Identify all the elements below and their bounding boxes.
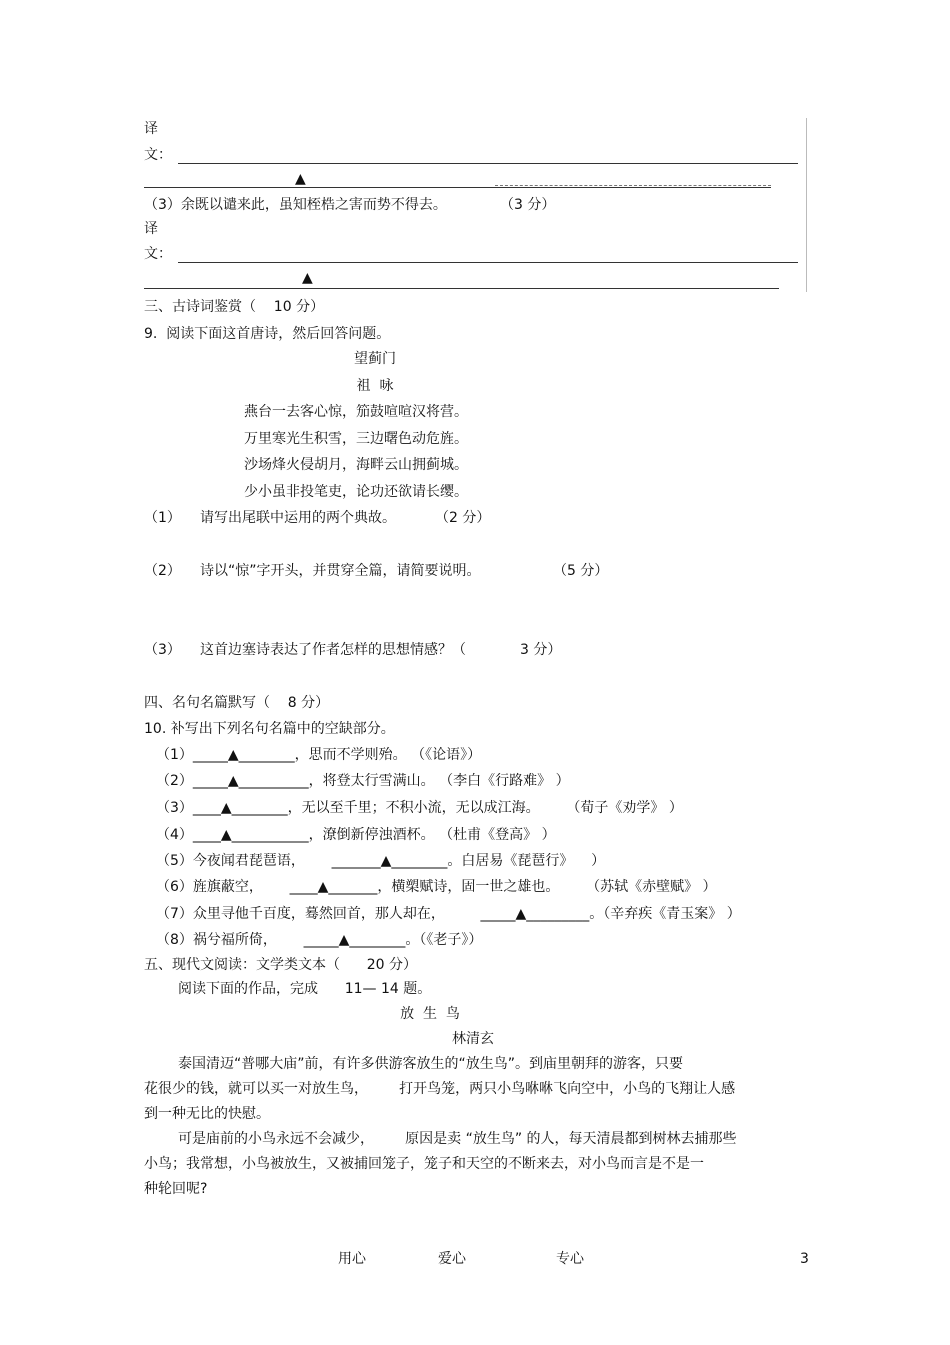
wen-label-2: 文： <box>144 246 172 262</box>
answer-line-4 <box>144 288 779 289</box>
right-border-line <box>806 118 807 292</box>
sub-question-2-score: （5 分） <box>553 563 609 579</box>
question-9-prompt: 9. 阅读下面这首唐诗，然后回答问题。 <box>144 326 391 342</box>
paragraph-line-1: 泰国清迈“普哪大庙”前，有许多供游客放生的“放生鸟”。到庙里朝拜的游客，只要 <box>178 1056 684 1072</box>
triangle-marker-2: ▲ <box>302 270 313 286</box>
sub-question-3-text: 这首边塞诗表达了作者怎样的思想情感？（ <box>200 642 466 658</box>
paragraph-line-4: 可是庙前的小鸟永远不会减少， 原因是卖 “放生鸟” 的人，每天清晨都到树林去捕那些 <box>178 1131 737 1147</box>
answer-line-2b <box>495 185 771 186</box>
section-5-heading: 五、现代文阅读：文学类文本（ 20 分） <box>144 957 417 973</box>
section-4-heading: 四、名句名篇默写（ 8 分） <box>144 695 330 711</box>
poem-author: 祖 咏 <box>356 378 394 394</box>
poem-line-3: 沙场烽火侵胡月，海畔云山拥蓟城。 <box>244 457 468 473</box>
yi-label-2: 译 <box>144 221 158 237</box>
question-3-text: （3）余既以谴来此，虽知桎梏之害而势不得去。 <box>144 197 447 213</box>
poem-line-2: 万里寒光生积雪，三边曙色动危旌。 <box>244 431 468 447</box>
sub-question-3-score: 3 分） <box>520 642 562 658</box>
sub-question-1-num: （1） <box>144 510 181 526</box>
answer-line-1 <box>178 163 798 164</box>
sub-question-2-text: 诗以“惊”字开头，并贯穿全篇，请简要说明。 <box>200 563 481 579</box>
fill-item-4: （4）____▲___________，潦倒新停浊酒杯。 （杜甫《登高》 ） <box>156 827 556 843</box>
triangle-marker-1: ▲ <box>295 171 306 187</box>
fill-item-6: （6）旌旗蔽空， ____▲_______，横槊赋诗，固一世之雄也。 （苏轼《赤壁赋》 ） <box>156 879 717 895</box>
question-10-prompt: 10. 补写出下列名句名篇中的空缺部分。 <box>144 721 395 737</box>
footer-word-1: 用心 <box>338 1251 366 1267</box>
sub-question-1-score: （2 分） <box>435 510 491 526</box>
answer-line-2 <box>144 187 771 188</box>
question-3-score: （3 分） <box>500 197 556 213</box>
paragraph-line-5: 小鸟；我常想，小鸟被放生，又被捕回笼子，笼子和天空的不断来去，对小鸟而言是不是一 <box>144 1156 704 1172</box>
footer-word-2: 爱心 <box>438 1251 466 1267</box>
article-title: 放 生 鸟 <box>400 1006 460 1022</box>
poem-line-4: 少小虽非投笔吏，论功还欲请长缨。 <box>244 484 468 500</box>
fill-item-3: （3）____▲________，无以至千里；不积小流，无以成江海。 （荀子《劝学》 ） <box>156 800 683 816</box>
poem-line-1: 燕台一去客心惊，笳鼓喧喧汉将营。 <box>244 404 468 420</box>
sub-question-3-num: （3） <box>144 642 181 658</box>
poem-title: 望蓟门 <box>354 351 396 367</box>
sub-question-2-num: （2） <box>144 563 181 579</box>
section-5-intro: 阅读下面的作品，完成 11— 14 题。 <box>178 981 432 997</box>
footer-word-3: 专心 <box>556 1251 584 1267</box>
fill-item-1: （1）_____▲________，思而不学则殆。 （《论语》） <box>156 747 482 763</box>
wen-label-1: 文： <box>144 147 172 163</box>
fill-item-2: （2）_____▲__________，将登太行雪满山。 （李白《行路难》 ） <box>156 773 570 789</box>
yi-label-1: 译 <box>144 121 158 137</box>
answer-line-3 <box>178 262 798 263</box>
sub-question-1-text: 请写出尾联中运用的两个典故。 <box>200 510 396 526</box>
section-3-heading: 三、古诗词鉴赏（ 10 分） <box>144 299 325 315</box>
paragraph-line-3: 到一种无比的快慰。 <box>144 1106 270 1122</box>
paragraph-line-2: 花很少的钱，就可以买一对放生鸟， 打开鸟笼，两只小鸟咻咻飞向空中，小鸟的飞翔让人感 <box>144 1081 736 1097</box>
fill-item-8: （8）祸兮福所倚， _____▲________。（《老子》） <box>156 932 483 948</box>
fill-item-5: （5）今夜闻君琵琶语， _______▲________。白居易《琵琶行》 ） <box>156 853 606 869</box>
paragraph-line-6: 种轮回呢? <box>144 1181 208 1197</box>
article-author: 林清玄 <box>452 1031 494 1047</box>
fill-item-7: （7）众里寻他千百度，蓦然回首，那人却在， _____▲_________。（辛弃疾《青玉案》 ） <box>156 906 741 922</box>
page-number: 3 <box>800 1251 809 1267</box>
